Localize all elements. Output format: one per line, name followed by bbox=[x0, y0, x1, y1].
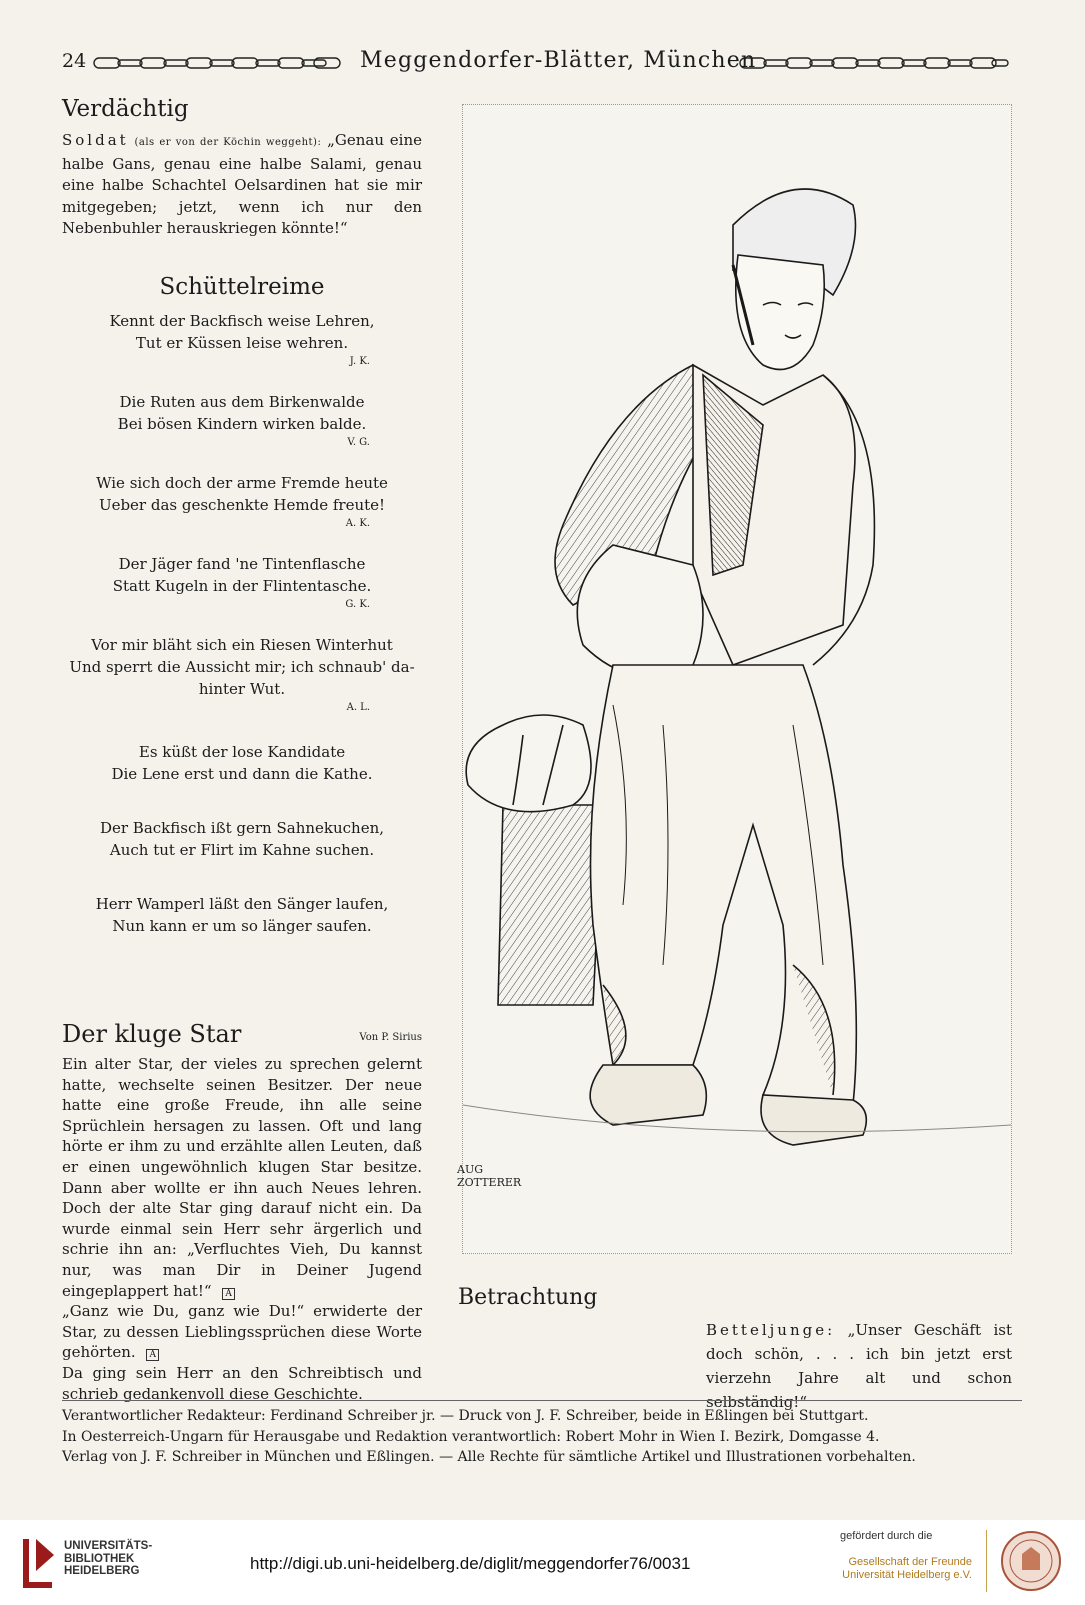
boy-figure bbox=[463, 189, 1011, 1145]
rhyme-line: Vor mir bläht sich ein Riesen Winterhut bbox=[91, 636, 393, 654]
library-name-line: BIBLIOTHEK bbox=[64, 1552, 135, 1565]
library-name bbox=[64, 1540, 152, 1578]
caption-title: Betrachtung bbox=[458, 1285, 598, 1310]
artist-signature-line1: AUG bbox=[457, 1163, 484, 1176]
star-paragraph-3: Da ging sein Herr an den Schreibtisch und schrieb gedankenvoll diese Geschichte. bbox=[62, 1363, 422, 1403]
rhyme-line: Der Jäger fand 'ne Tintenflasche bbox=[118, 555, 366, 573]
chain-ornament-right bbox=[738, 56, 1010, 70]
footer-divider bbox=[62, 1400, 1022, 1401]
article-star bbox=[62, 1020, 422, 1404]
rhyme-line: hinter Wut. bbox=[198, 680, 286, 698]
verdaechtig-title: Verdächtig bbox=[62, 96, 189, 122]
rhyme-signature: J. K. bbox=[349, 356, 370, 367]
imprint-line: In Oesterreich-Ungarn für Herausgabe und Redaktion verantwortlich: Robert Mohr in Wien I. Bezirk, Domgasse 4. bbox=[62, 1428, 880, 1445]
rhyme-line: Statt Kugeln in der Flintentasche. bbox=[112, 577, 372, 595]
rhyme bbox=[62, 634, 422, 713]
library-name-line: UNIVERSITÄTS- bbox=[64, 1540, 153, 1552]
rhyme-line: Wie sich doch der arme Fremde heute bbox=[96, 474, 388, 492]
society-name-line: Gesellschaft der Freunde bbox=[848, 1556, 972, 1568]
rhyme-line: Auch tut er Flirt im Kahne suchen. bbox=[109, 841, 375, 859]
verdaechtig-stage: (als er von der Köchin weggeht): bbox=[134, 137, 322, 148]
rhyme bbox=[62, 472, 422, 529]
page-number: 24 bbox=[62, 50, 87, 72]
rhyme-line: Nun kann er um so länger saufen. bbox=[112, 917, 372, 935]
rhyme bbox=[62, 310, 422, 367]
imprint-line: Verlag von J. F. Schreiber in München und Eßlingen. — Alle Rechte für sämtliche Artikel und Illustrationen vorbehalten. bbox=[62, 1449, 916, 1465]
university-seal-icon bbox=[1000, 1530, 1062, 1592]
funded-by-label: gefördert durch die bbox=[840, 1530, 933, 1542]
rhyme-signature: A. K. bbox=[345, 518, 370, 529]
rhyme-signature: G. K. bbox=[345, 599, 370, 610]
star-paragraph-1: Ein alter Star, der vieles zu sprechen gelernt hatte, wechselte seinen Besitzer. Der neue hatte eine große Freude, ihn alle seine Sprüchlein hersagen zu lassen. Oft und lang hörte er ihm zu und erzählte allen Leuten, daß er einen ungewöhnlich klugen Star besitze. Dann aber wollte er ihn auch Neues lehren. Doch der alte Star ging darauf nicht ein. Da wurde einmal sein Herr sehr ärgerlich und schrie ihn an: „Verfluchtes Vieh, Du kannst nur, was man Dir in Deiner Jugend eingeplappert hat!“ bbox=[62, 1055, 422, 1300]
rhyme-line: Ueber das geschenkte Hemde freute! bbox=[98, 496, 386, 514]
rhyme bbox=[62, 553, 422, 610]
imprint bbox=[62, 1406, 1022, 1468]
verdaechtig-body bbox=[62, 130, 422, 240]
illustration-beggar-boy bbox=[457, 104, 1012, 1254]
rhyme-line: Die Ruten aus dem Birkenwalde bbox=[119, 393, 365, 411]
society-name-line: Universität Heidelberg e.V. bbox=[842, 1569, 972, 1581]
star-author: Von P. Sirius bbox=[359, 1032, 422, 1043]
rhyme-line: Es küßt der lose Kandidate bbox=[138, 743, 346, 761]
rhyme-line: Bei bösen Kindern wirken balde. bbox=[117, 415, 367, 433]
verdaechtig-text: „Genau eine halbe Gans, genau eine halbe Salami, genau eine halbe Schachtel Oelsardinen hat sie mir mitgegeben; jetzt, wenn ich nur den Nebenbuhler herauskriegen könnte!“ bbox=[62, 131, 422, 238]
chain-ornament-left bbox=[92, 56, 342, 70]
star-paragraph-2: „Ganz wie Du, ganz wie Du!“ erwiderte der Star, zu dessen Lieblingssprüchen diese Worte gehörten. bbox=[62, 1302, 422, 1362]
society-name bbox=[830, 1556, 972, 1582]
rhyme bbox=[62, 893, 422, 937]
imprint-line: Verantwortlicher Redakteur: Ferdinand Schreiber jr. — Druck von J. F. Schreiber, beide in Eßlingen bei Stuttgart. bbox=[62, 1408, 869, 1424]
library-name-line: HEIDELBERG bbox=[64, 1565, 140, 1577]
rhyme-signature: A. L. bbox=[346, 702, 370, 713]
section-schuettelreime bbox=[62, 274, 422, 937]
star-title: Der kluge Star bbox=[62, 1020, 242, 1048]
ornament-mark: A bbox=[222, 1288, 235, 1300]
rhyme-line: Die Lene erst und dann die Kathe. bbox=[111, 765, 373, 783]
journal-title: Meggendorfer-Blätter, München bbox=[360, 48, 757, 73]
caption-quote: „Unser Geschäft ist doch schön, . . . ich bin jetzt erst vierzehn Jahre alt und schon selbständig!“ bbox=[706, 1321, 1012, 1411]
artist-signature-line2: ZOTTERER bbox=[457, 1176, 522, 1189]
rhyme bbox=[62, 741, 422, 785]
article-verdaechtig bbox=[62, 96, 422, 240]
rhyme-line: Tut er Küssen leise wehren. bbox=[135, 334, 349, 352]
rhyme-line: Kennt der Backfisch weise Lehren, bbox=[109, 312, 375, 330]
permalink-url[interactable]: http://digi.ub.uni-heidelberg.de/diglit/meggendorfer76/0031 bbox=[250, 1554, 691, 1573]
divider bbox=[986, 1530, 987, 1592]
rhyme bbox=[62, 817, 422, 861]
rhyme-line: Der Backfisch ißt gern Sahnekuchen, bbox=[99, 819, 385, 837]
verdaechtig-speaker: Soldat bbox=[62, 131, 129, 149]
ornament-mark: A bbox=[146, 1349, 159, 1361]
rhyme-line: Und sperrt die Aussicht mir; ich schnaub' da- bbox=[69, 658, 415, 676]
star-body bbox=[62, 1054, 422, 1404]
rhyme bbox=[62, 391, 422, 448]
caption-speaker: Betteljunge: bbox=[706, 1321, 836, 1339]
rhyme-line: Herr Wamperl läßt den Sänger laufen, bbox=[95, 895, 389, 913]
rhyme-signature: V. G. bbox=[347, 437, 370, 448]
schuettelreime-title: Schüttelreime bbox=[159, 274, 325, 300]
ub-heidelberg-logo-icon bbox=[22, 1535, 58, 1589]
